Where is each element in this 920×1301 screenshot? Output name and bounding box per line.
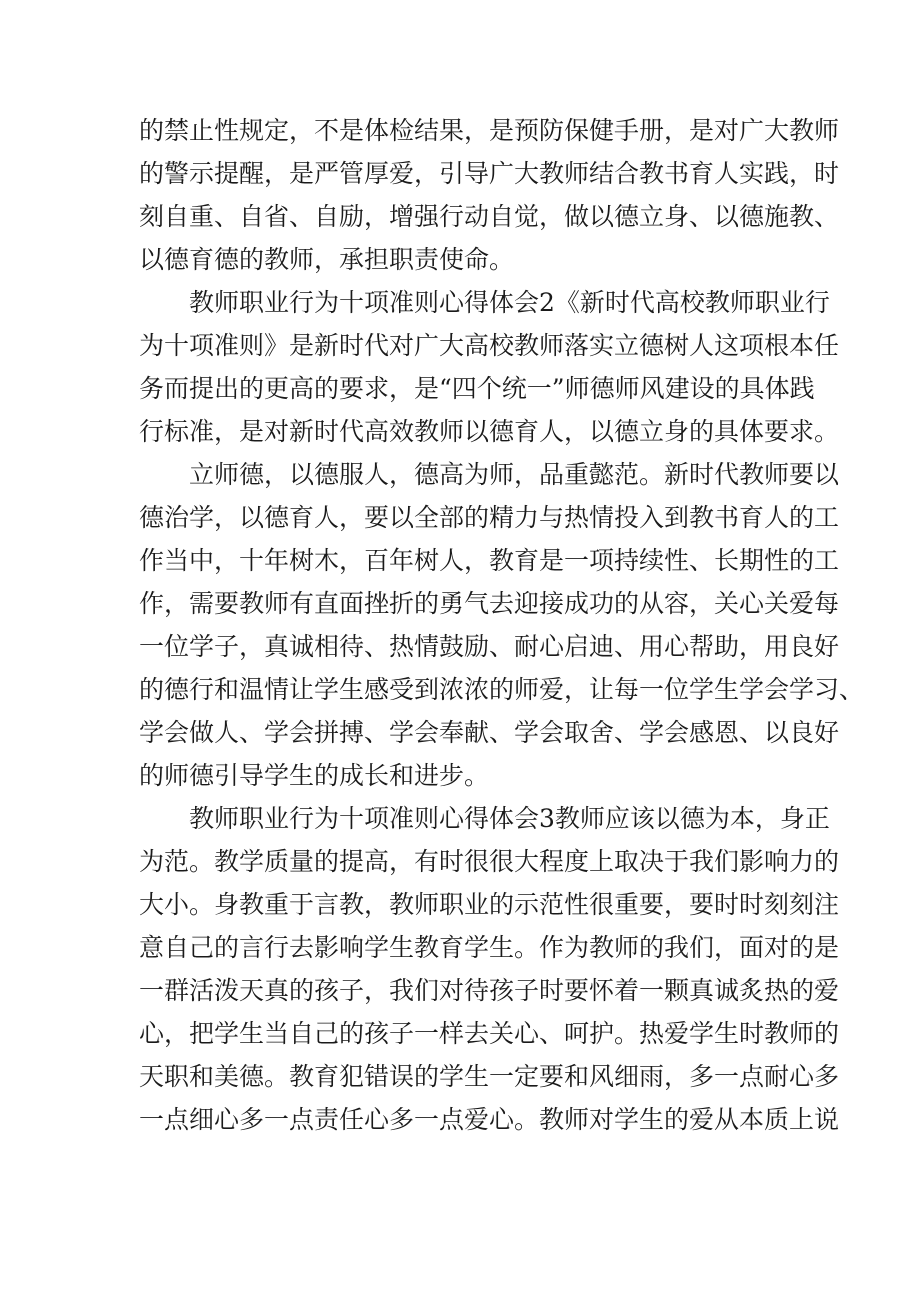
text-line: 教师职业行为十项准则心得体会3教师应该以德为本，身正 (189, 804, 830, 833)
text-line: 意自己的言行去影响学生教育学生。作为教师的我们，面对的是 (139, 933, 840, 962)
text-line: 以德育德的教师，承担职责使命。 (139, 245, 515, 274)
text-line: 作当中，十年树木，百年树人，教育是一项持续性、长期性的工 (139, 546, 840, 575)
text-line: 学会做人、学会拼搏、学会奉献、学会取舍、学会感恩、以良好 (139, 718, 840, 747)
text-line: 一群活泼天真的孩子，我们对待孩子时要怀着一颗真诚炙热的爱 (139, 976, 840, 1005)
paragraph-3 (139, 453, 865, 797)
paragraph-1 (139, 109, 840, 281)
text-line: 的警示提醒，是严管厚爱，引导广大教师结合教书育人实践，时 (139, 159, 840, 188)
text-line: 务而提出的更高的要求，是“四个统一”师德师风建设的具体践 (139, 374, 815, 403)
paragraph-4 (139, 797, 840, 1141)
text-line: 的德行和温情让学生感受到浓浓的师爱，让每一位学生学会学习、 (139, 675, 865, 704)
text-line: 作，需要教师有直面挫折的勇气去迎接成功的从容，关心关爱每 (139, 589, 840, 618)
text-line: 教师职业行为十项准则心得体会2《新时代高校教师职业行 (189, 288, 830, 317)
text-line: 大小。身教重于言教，教师职业的示范性很重要，要时时刻刻注 (139, 890, 840, 919)
text-line: 一位学子，真诚相待、热情鼓励、耐心启迪、用心帮助，用良好 (139, 632, 840, 661)
text-line: 的师德引导学生的成长和进步。 (139, 761, 490, 790)
paragraph-2 (139, 281, 840, 453)
text-line: 立师德，以德服人，德高为师，品重懿范。新时代教师要以 (189, 460, 840, 489)
text-line: 天职和美德。教育犯错误的学生一定要和风细雨，多一点耐心多 (139, 1062, 840, 1091)
text-line: 行标准，是对新时代高效教师以德育人，以德立身的具体要求。 (139, 417, 840, 446)
text-line: 为十项准则》是新时代对广大高校教师落实立德树人这项根本任 (139, 331, 840, 360)
text-line: 刻自重、自省、自励，增强行动自觉，做以德立身、以德施教、 (139, 202, 840, 231)
text-line: 的禁止性规定，不是体检结果，是预防保健手册，是对广大教师 (139, 116, 840, 145)
text-line: 德治学，以德育人，要以全部的精力与热情投入到教书育人的工 (139, 503, 840, 532)
text-line: 为范。教学质量的提高，有时很很大程度上取决于我们影响力的 (139, 847, 840, 876)
document-body (139, 109, 865, 1141)
text-line: 一点细心多一点责任心多一点爱心。教师对学生的爱从本质上说 (139, 1105, 840, 1134)
text-line: 心，把学生当自己的孩子一样去关心、呵护。热爱学生时教师的 (139, 1019, 840, 1048)
